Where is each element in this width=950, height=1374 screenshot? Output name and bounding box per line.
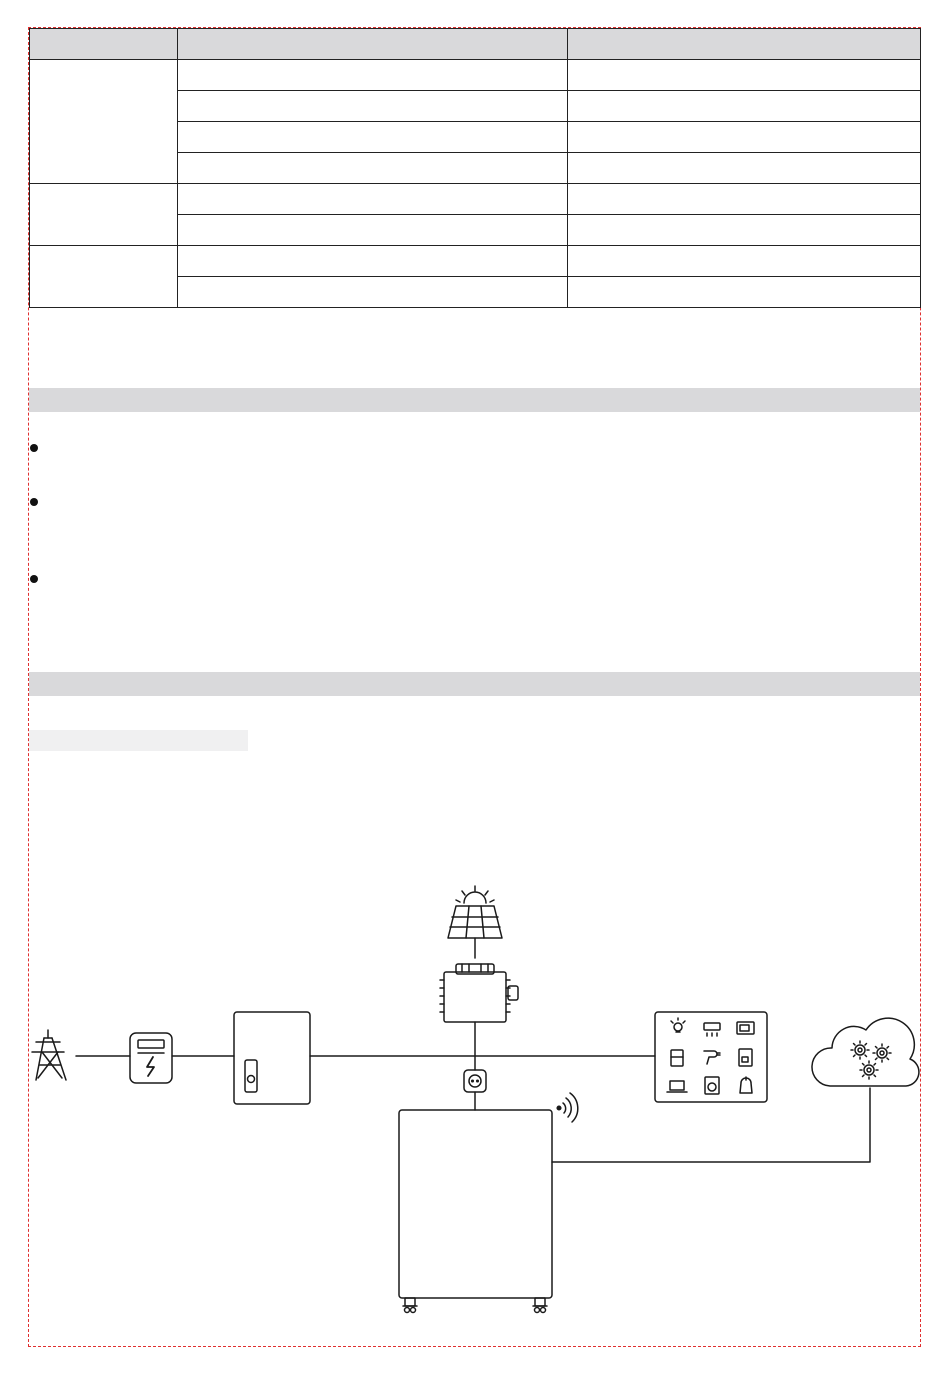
- energy-meter-icon: [130, 1033, 172, 1083]
- air-conditioner-icon: [704, 1023, 720, 1036]
- table-cell: [178, 184, 568, 215]
- bullet-dot: [30, 444, 38, 452]
- distribution-box: [234, 1012, 310, 1104]
- table-cell: [178, 91, 568, 122]
- hair-dryer-icon: [704, 1051, 720, 1064]
- microwave-icon: [737, 1022, 754, 1034]
- laptop-icon: [667, 1081, 687, 1092]
- system-diagram: [0, 860, 950, 1330]
- bullet-dot: [30, 575, 38, 583]
- section-heading-bar: [29, 388, 920, 412]
- table-cell: [178, 122, 568, 153]
- table-header-cell: [568, 29, 921, 60]
- grid-tower-icon: [32, 1030, 66, 1080]
- microinverter-icon: [440, 964, 518, 1022]
- table-cell: [178, 215, 568, 246]
- section-heading-bar: [29, 672, 920, 696]
- fridge-icon: [671, 1050, 683, 1066]
- table-cell: [178, 153, 568, 184]
- table-cell: [178, 277, 568, 308]
- table-group-label: [30, 246, 178, 308]
- table-group-label: [30, 60, 178, 184]
- table-header-cell: [178, 29, 568, 60]
- table-cell: [568, 184, 921, 215]
- table-cell: [568, 153, 921, 184]
- table-header-cell: [30, 29, 178, 60]
- cloud-gears-icon: [812, 1018, 919, 1086]
- table-cell: [568, 215, 921, 246]
- coffee-maker-icon: [739, 1049, 752, 1066]
- bullet-dot: [30, 498, 38, 506]
- table-group-label: [30, 184, 178, 246]
- table-row: [30, 184, 921, 215]
- table-header-row: [30, 29, 921, 60]
- table-cell: [568, 60, 921, 91]
- table-cell: [568, 246, 921, 277]
- household-appliances-panel: [655, 1012, 767, 1102]
- spec-table: [29, 28, 921, 308]
- wifi-icon: [557, 1093, 578, 1122]
- solar-panel-icon: [448, 886, 502, 938]
- kettle-icon: [740, 1077, 752, 1093]
- table-row: [30, 246, 921, 277]
- socket-icon: [464, 1070, 486, 1092]
- subsection-heading-bar: [29, 730, 248, 751]
- light-bulb-icon: [671, 1018, 685, 1032]
- table-cell: [568, 277, 921, 308]
- washing-machine-icon: [705, 1077, 719, 1094]
- table-cell: [178, 60, 568, 91]
- table-cell: [568, 122, 921, 153]
- table-row: [30, 60, 921, 91]
- table-cell: [568, 91, 921, 122]
- battery-storage-unit: [399, 1110, 552, 1313]
- table-cell: [178, 246, 568, 277]
